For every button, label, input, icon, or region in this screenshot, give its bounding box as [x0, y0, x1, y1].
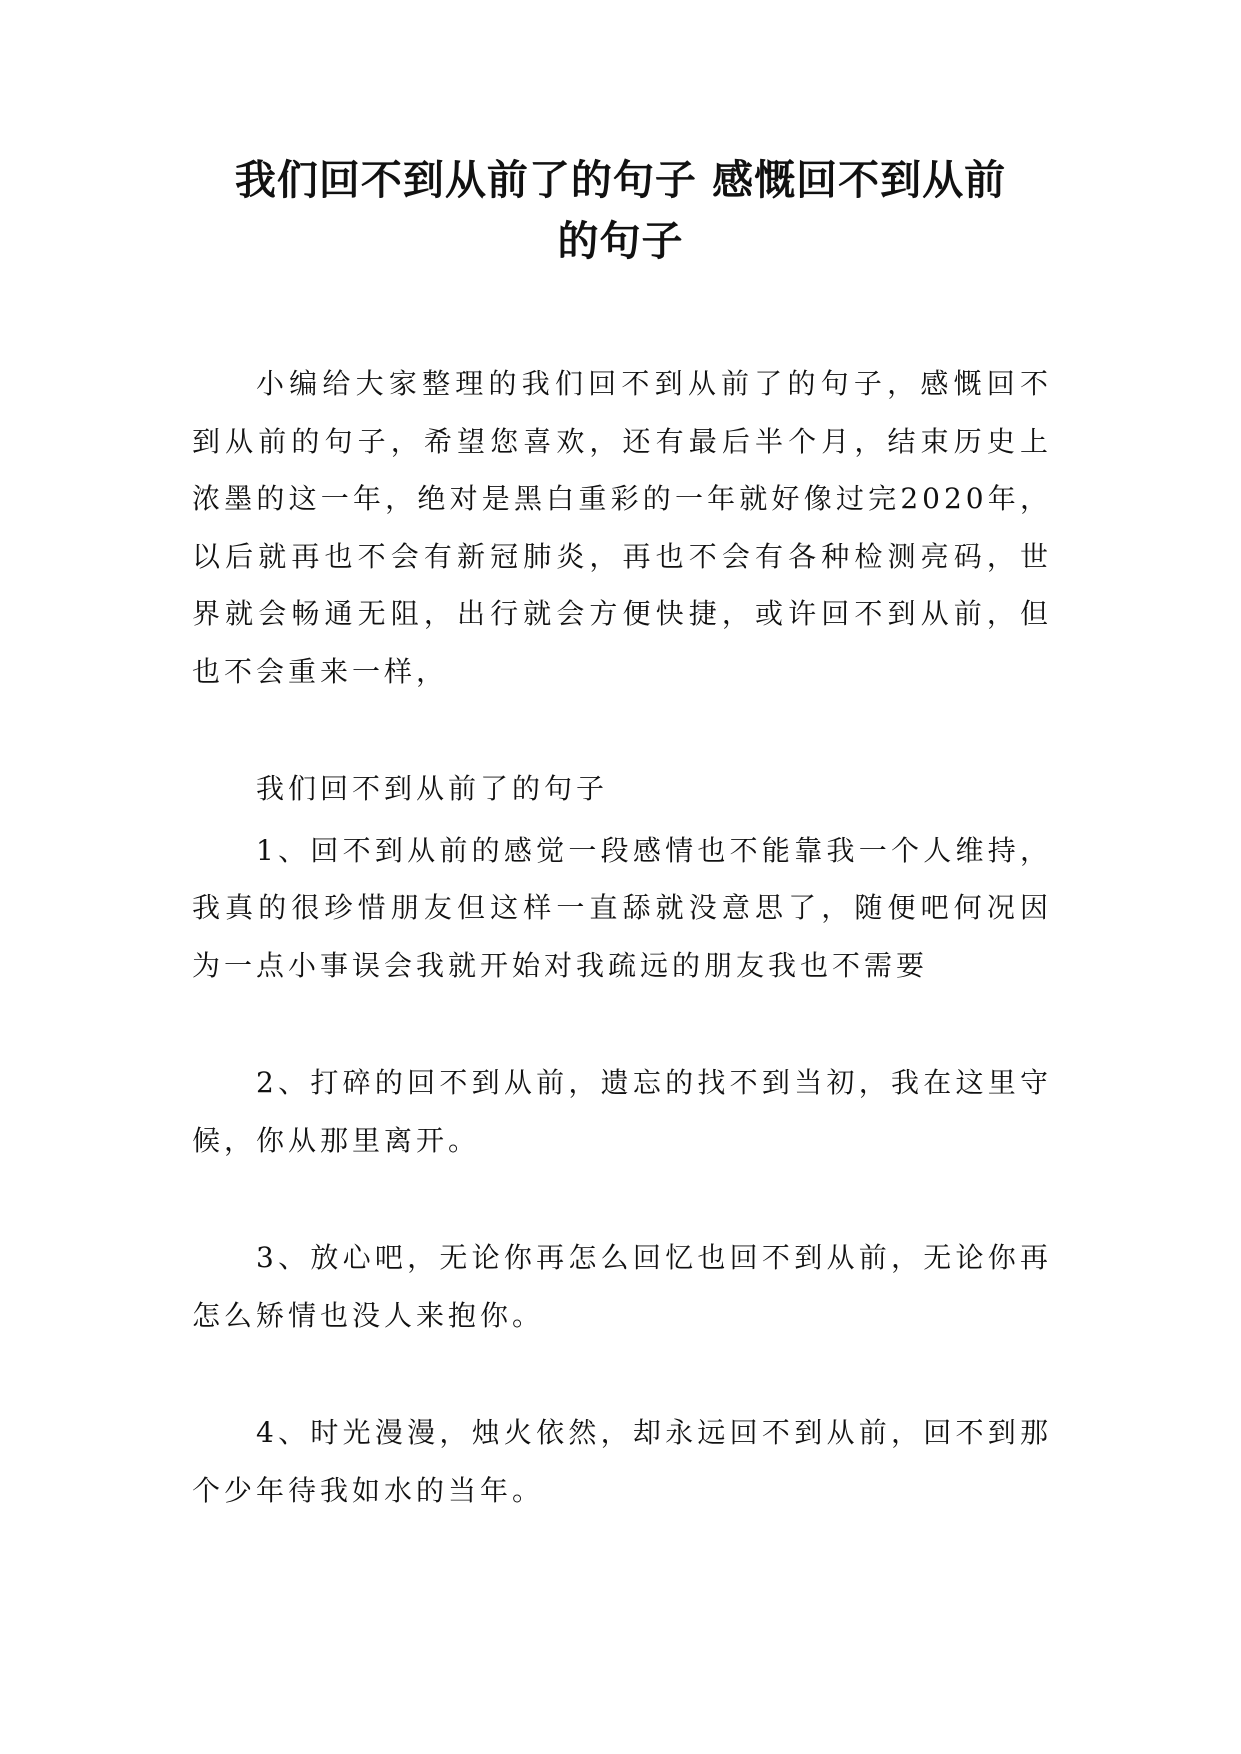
- document-title: [180, 150, 1061, 272]
- intro-paragraph: 小编给大家整理的我们回不到从前了的句子，感慨回不到从前的句子，希望您喜欢，还有最后半个月，结束历史上浓墨的这一年，绝对是黑白重彩的一年就好像过完2020年，以后就再也不会有新冠肺炎，再也不会有各种检测亮码，世界就会畅通无阻，出行就会方便快捷，或许回不到从前，但也不会重来一样，: [192, 367, 1052, 688]
- list-item-4: 4、时光漫漫，烛火依然，却永远回不到从前，回不到那个少年待我如水的当年。: [192, 1416, 1052, 1507]
- paragraph-spacer: [192, 994, 1052, 1054]
- title-line-2: 的句子: [557, 217, 684, 265]
- paragraph-spacer: [192, 1169, 1052, 1229]
- paragraph-spacer: [192, 700, 1052, 760]
- title-line-1: 我们回不到从前了的句子 感慨回不到从前: [234, 156, 1007, 204]
- document-body: [192, 355, 1052, 1519]
- list-item-1: 1、回不到从前的感觉一段感情也不能靠我一个人维持，我真的很珍惜朋友但这样一直舔就没意思了，随便吧何况因为一点小事误会我就开始对我疏远的朋友我也不需要: [192, 833, 1052, 982]
- list-item-3: 3、放心吧，无论你再怎么回忆也回不到从前，无论你再怎么矫情也没人来抱你。: [192, 1241, 1052, 1332]
- list-item-2: 2、打碎的回不到从前，遗忘的找不到当初，我在这里守候，你从那里离开。: [192, 1066, 1052, 1157]
- paragraph-spacer: [192, 1344, 1052, 1404]
- section-heading: 我们回不到从前了的句子: [256, 772, 609, 805]
